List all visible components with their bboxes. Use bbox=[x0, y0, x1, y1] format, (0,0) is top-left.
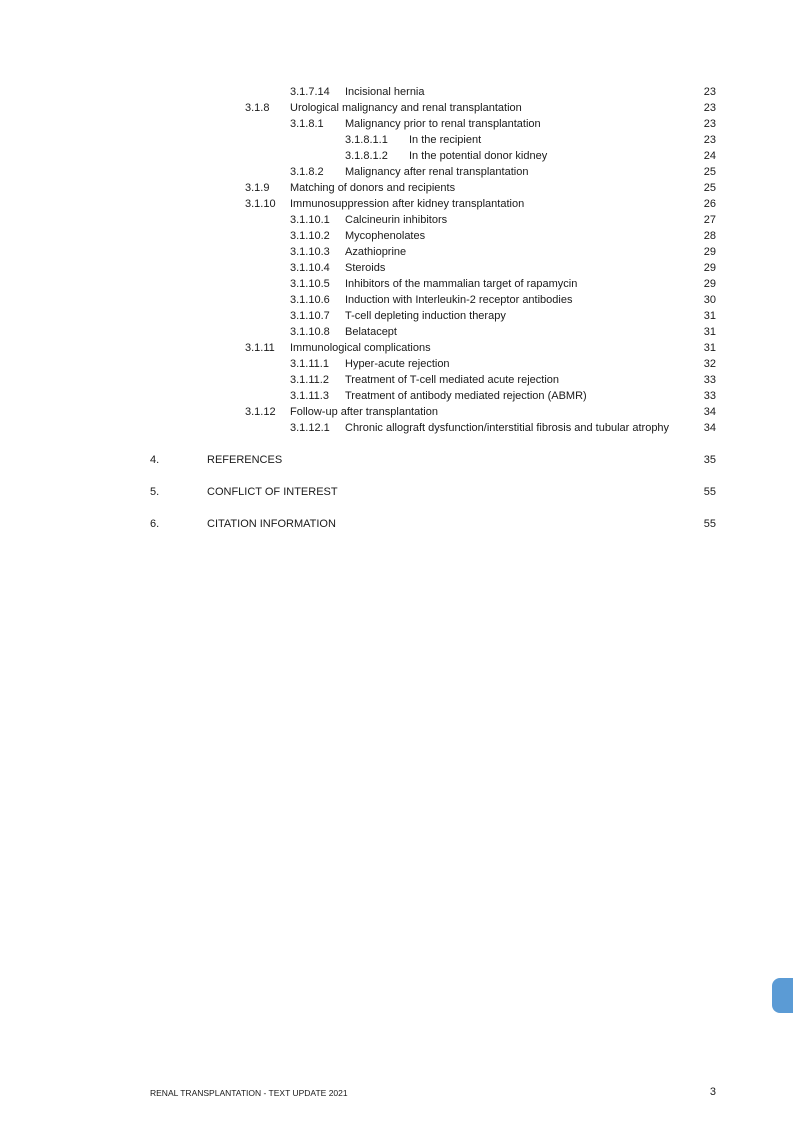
toc-entry[interactable] bbox=[0, 116, 793, 132]
toc-number: 3.1.10 bbox=[245, 198, 276, 210]
toc-title: REFERENCES bbox=[207, 454, 283, 466]
toc-chapter-entry[interactable] bbox=[0, 484, 793, 500]
toc-number: 3.1.10.2 bbox=[290, 230, 330, 242]
toc-chapter-entry[interactable] bbox=[0, 516, 793, 532]
toc-title: T-cell depleting induction therapy bbox=[345, 310, 506, 322]
toc-number: 3.1.10.3 bbox=[290, 246, 330, 258]
footer-title: RENAL TRANSPLANTATION - TEXT UPDATE 2021 bbox=[150, 1088, 348, 1098]
toc-entry[interactable] bbox=[0, 260, 793, 276]
toc-entry[interactable] bbox=[0, 180, 793, 196]
toc-title: Mycophenolates bbox=[345, 230, 426, 242]
toc-number: 5. bbox=[150, 486, 160, 498]
toc-title: Immunosuppression after kidney transplantation bbox=[290, 198, 525, 210]
toc-page: 31 bbox=[703, 342, 716, 354]
toc-entry[interactable] bbox=[0, 420, 793, 436]
toc-entry[interactable] bbox=[0, 372, 793, 388]
toc-title: Urological malignancy and renal transplantation bbox=[290, 102, 522, 114]
toc-title: Malignancy after renal transplantation bbox=[345, 166, 529, 178]
toc-number: 3.1.8.2 bbox=[290, 166, 324, 178]
toc-page: 31 bbox=[703, 326, 716, 338]
toc-chapter-entry[interactable] bbox=[0, 452, 793, 468]
toc-entry[interactable] bbox=[0, 356, 793, 372]
toc-number: 3.1.8.1 bbox=[290, 118, 324, 130]
toc-title: In the potential donor kidney bbox=[409, 150, 548, 162]
toc-entry[interactable] bbox=[0, 244, 793, 260]
toc-page: 35 bbox=[703, 454, 716, 466]
toc-page: 23 bbox=[703, 102, 716, 114]
toc-title: Belatacept bbox=[345, 326, 397, 338]
toc-page: 29 bbox=[703, 262, 716, 274]
toc-entry[interactable] bbox=[0, 340, 793, 356]
toc-page: 26 bbox=[703, 198, 716, 210]
toc-title: Induction with Interleukin-2 receptor antibodies bbox=[345, 294, 573, 306]
toc-page: 23 bbox=[703, 86, 716, 98]
toc-title: CITATION INFORMATION bbox=[207, 518, 336, 530]
toc-number: 3.1.8.1.1 bbox=[345, 134, 388, 146]
toc-number: 3.1.12 bbox=[245, 406, 276, 418]
toc-number: 3.1.11.2 bbox=[290, 374, 329, 386]
toc-number: 3.1.10.1 bbox=[290, 214, 330, 226]
toc-number: 3.1.10.7 bbox=[290, 310, 330, 322]
toc-page: 25 bbox=[703, 166, 716, 178]
toc-title: CONFLICT OF INTEREST bbox=[207, 486, 338, 498]
toc-page: 23 bbox=[703, 118, 716, 130]
toc-title: Chronic allograft dysfunction/interstitial fibrosis and tubular atrophy bbox=[345, 422, 670, 434]
toc-title: Hyper-acute rejection bbox=[345, 358, 450, 370]
toc-entry[interactable] bbox=[0, 292, 793, 308]
toc-entry[interactable] bbox=[0, 388, 793, 404]
toc-title: Incisional hernia bbox=[345, 86, 425, 98]
toc-number: 3.1.7.14 bbox=[290, 86, 330, 98]
toc-number: 3.1.10.4 bbox=[290, 262, 330, 274]
toc-entry[interactable] bbox=[0, 196, 793, 212]
toc-title: Follow-up after transplantation bbox=[290, 406, 438, 418]
toc-number: 3.1.11.1 bbox=[290, 358, 329, 370]
toc-page: 27 bbox=[703, 214, 716, 226]
toc-entry[interactable] bbox=[0, 84, 793, 100]
toc-title: Malignancy prior to renal transplantation bbox=[345, 118, 541, 130]
toc-entry[interactable] bbox=[0, 132, 793, 148]
toc-title: Steroids bbox=[345, 262, 386, 274]
toc-title: Treatment of antibody mediated rejection (ABMR) bbox=[345, 390, 587, 402]
page-number: 3 bbox=[709, 1086, 716, 1098]
toc-number: 3.1.8 bbox=[245, 102, 270, 114]
toc-page: 28 bbox=[703, 230, 716, 242]
toc-page: 29 bbox=[703, 246, 716, 258]
toc-page: 24 bbox=[703, 150, 716, 162]
toc-number: 3.1.11 bbox=[245, 342, 275, 354]
toc-page: 34 bbox=[703, 422, 716, 434]
toc-number: 3.1.12.1 bbox=[290, 422, 330, 434]
toc-title: Calcineurin inhibitors bbox=[345, 214, 448, 226]
toc-page: 55 bbox=[703, 518, 716, 530]
toc-title: Matching of donors and recipients bbox=[290, 182, 456, 194]
toc-page: 31 bbox=[703, 310, 716, 322]
toc-number: 6. bbox=[150, 518, 160, 530]
toc-title: Immunological complications bbox=[290, 342, 431, 354]
toc-page: 33 bbox=[703, 374, 716, 386]
toc-entry[interactable] bbox=[0, 228, 793, 244]
toc-page: 23 bbox=[703, 134, 716, 146]
toc-entry[interactable] bbox=[0, 100, 793, 116]
page-footer bbox=[0, 1084, 793, 1100]
toc-page: 34 bbox=[703, 406, 716, 418]
toc-number: 4. bbox=[150, 454, 160, 466]
toc-entry[interactable] bbox=[0, 404, 793, 420]
toc-title: Inhibitors of the mammalian target of rapamycin bbox=[345, 278, 578, 290]
toc-number: 3.1.10.5 bbox=[290, 278, 330, 290]
toc-title: In the recipient bbox=[409, 134, 482, 146]
toc-page: 55 bbox=[703, 486, 716, 498]
side-tab bbox=[772, 978, 793, 1013]
toc-number: 3.1.10.8 bbox=[290, 326, 330, 338]
toc-page: 32 bbox=[703, 358, 716, 370]
toc-entry[interactable] bbox=[0, 276, 793, 292]
toc-entry[interactable] bbox=[0, 164, 793, 180]
toc-title: Azathioprine bbox=[345, 246, 407, 258]
toc-number: 3.1.8.1.2 bbox=[345, 150, 388, 162]
toc-page: 25 bbox=[703, 182, 716, 194]
toc-page: 33 bbox=[703, 390, 716, 402]
toc-title: Treatment of T-cell mediated acute rejection bbox=[345, 374, 559, 386]
toc-number: 3.1.9 bbox=[245, 182, 270, 194]
toc-page: 30 bbox=[703, 294, 716, 306]
toc-entry[interactable] bbox=[0, 308, 793, 324]
toc-page: 29 bbox=[703, 278, 716, 290]
toc-number: 3.1.11.3 bbox=[290, 390, 329, 402]
toc-entry[interactable] bbox=[0, 212, 793, 228]
toc-number: 3.1.10.6 bbox=[290, 294, 330, 306]
toc-entry[interactable] bbox=[0, 148, 793, 164]
toc-entry[interactable] bbox=[0, 324, 793, 340]
